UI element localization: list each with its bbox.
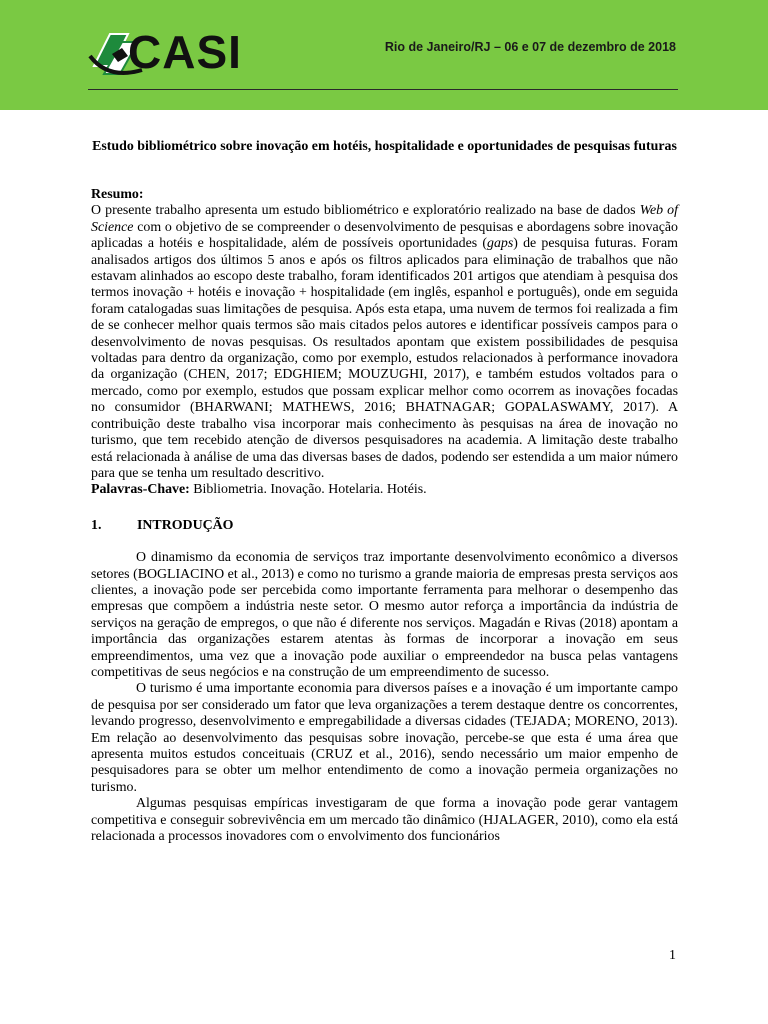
abstract-part-3: ) de pesquisa futuras. Foram analisados artigos dos últimos 5 anos e após os filtros aplicados para eliminação de trabalhos que não estavam alinhados ao escopo deste trabalho, foram identificados 201 artigos que atendiam à pesquisa dos termos inovação + hotéis e inovação + hospitalidade (em inglês, espanhol e português), onde em seguida foram catalogadas suas limitações de pesquisa. Após esta etapa, uma nuvem de termos foi realizada a fim de se conhecer melhor quais termos são mais citados pelos autores e identificar possíveis campos para o desenvolvimento de novas pesquisas. Os resultados apontam que existem possibilidades de pesquisa voltadas para dentro da organização, como por exemplo, estudos relacionados à performance inovadora da organização (CHEN, 2017; EDGHIEM; MOUZUGHI, 2017), e também estudos voltados para o mercado, como por exemplo, estudos que possam explicar melhor como ocorrem as inovações focadas no consumidor (BHARWANI; MATHEWS, 2016; BHATNAGAR; GOPALASWAMY, 2017). A contribuição deste trabalho visa incorporar mais conhecimento às pesquisas na área de inovação no turismo, que tem recebido atenção de diversos pesquisadores na academia. A limitação deste trabalho está relacionada à análise de uma das diversas bases de dados, podendo ser estendida a um maior número para que se tenha um resultado descritivo. (91, 236, 678, 481)
abstract-part-2: com o objetivo de se compreender o desenvolvimento de pesquisas e abordagens sobre inovação aplicadas a hotéis e hospitalidade, além de possíveis oportunidades ( (91, 219, 678, 252)
document-title: Estudo bibliométrico sobre inovação em hotéis, hospitalidade e oportunidades de pesquisas futuras (92, 139, 677, 154)
abstract-heading: Resumo: (91, 187, 144, 202)
section-number: 1. (91, 517, 102, 533)
document-body (91, 138, 678, 845)
page-number: 1 (669, 948, 676, 963)
abstract-text (91, 203, 678, 482)
abstract-part-1: O presente trabalho apresenta um estudo bibliométrico e exploratório realizado na base de dados (91, 203, 640, 219)
keywords-label: Palavras-Chave: (91, 482, 190, 498)
keywords-line (91, 482, 678, 498)
body-paragraph: O dinamismo da economia de serviços traz importante desenvolvimento econômico a diversos setores (BOGLIACINO et al., 2013) e como no turismo a grande maioria de empresas presta serviços aos clientes, a inovação pode ser percebida como importante ferramenta para melhorar o desempenho das empresas que compõem a indústria neste setor. O mesmo autor reforça a importância da indústria de serviços na geração de empregos, o que não é diferente nos serviços. Magadán e Rivas (2018) apontam a importância das organizações estarem atentas às formas de incorporar a inovação em seus empreendimentos, uma vez que a inovação pode auxiliar o empreendedor na busca pelas vantagens competitivas de seus negócios e na construção de um empreendimento de sucesso. (91, 550, 678, 680)
body-paragraph: O turismo é uma importante economia para diversos países e a inovação é um importante campo de pesquisa por ser considerado um fator que leva organizações a terem destaque dentre os concorrentes, levando progresso, desenvolvimento e empregabilidade a diversas cidades (TEJADA; MORENO, 2013). Em relação ao desenvolvimento das pesquisas sobre inovação, percebe-se que esta é uma área que apresenta muitos estudos conceituais (CRUZ et al., 2016), sendo necessário um maior empenho de pesquisadores para se obter um melhor entendimento de como a inovação permeia organizações no turismo. (91, 681, 678, 795)
logo-text: CASI (128, 26, 242, 78)
section-title: INTRODUÇÃO (137, 517, 234, 533)
abstract-italic-1: Web of Science (91, 203, 678, 235)
header-date: Rio de Janeiro/RJ – 06 e 07 de dezembro de 2018 (384, 40, 676, 54)
abstract-italic-2: gaps (487, 236, 514, 252)
header-divider (88, 89, 678, 90)
section-heading (91, 518, 678, 534)
keywords-text: Bibliometria. Inovação. Hotelaria. Hotéis. (189, 482, 427, 498)
body-paragraph: Algumas pesquisas empíricas investigaram de que forma a inovação pode gerar vantagem competitiva e conseguir sobrevivência em um mercado tão dinâmico (HJALAGER, 2010), como ela está relacionada a processos inovadores com o envolvimento dos funcionários (91, 796, 678, 845)
